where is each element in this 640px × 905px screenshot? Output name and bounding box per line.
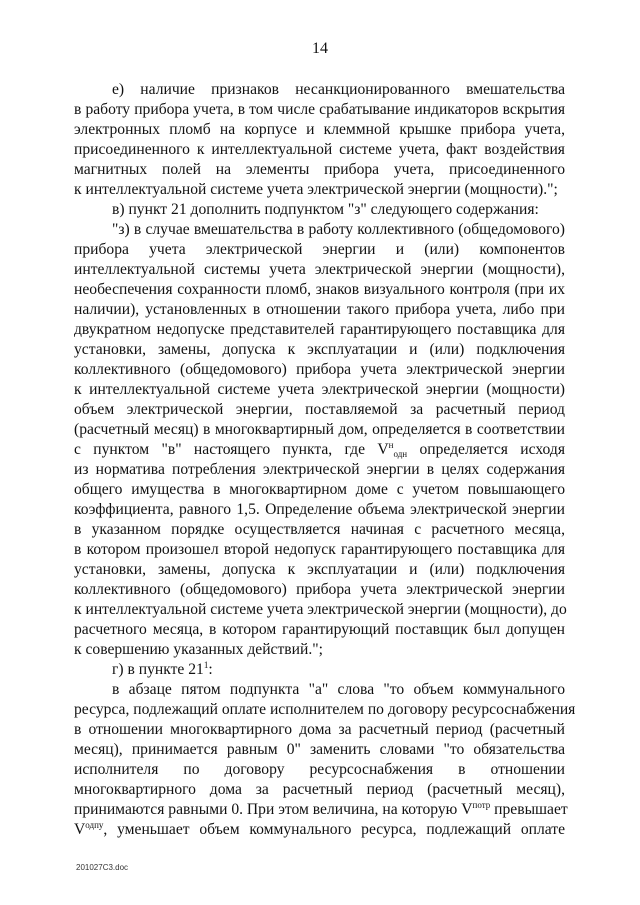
text-line: магнитных полей на элементы прибора учета, присоединенного: [74, 161, 565, 178]
text-line: коллективного (общедомового) прибора учета электрической энергии: [74, 361, 565, 378]
text-line: установки, замены, допуска к эксплуатации и (или) подключения: [74, 341, 565, 358]
text-line: в) пункт 21 дополнить подпунктом "з" следующего содержания:: [112, 201, 539, 218]
formula-line: с пунктом "в" настоящего пункта, где $V^н_{одн}$ определяется исходя: [74, 440, 566, 459]
text-line: к интеллектуальной системе учета электрической энергии (мощности), до: [74, 601, 567, 618]
text-line: установки, замены, допуска к эксплуатации и (или) подключения: [74, 561, 565, 578]
subpoint-g: г) в пункте $21^1$:: [112, 660, 213, 678]
text-line: ресурса, подлежащий оплате исполнителем по договору ресурсоснабжения: [74, 701, 576, 718]
text-line: двукратном недопуске представителей гарантирующего поставщика для: [74, 321, 565, 338]
text-line: из норматива потребления электрической энергии в целях содержания: [74, 461, 565, 478]
text-line: в работу прибора учета, в том числе срабатывание индикаторов вскрытия: [74, 101, 565, 118]
text-line: объем электрической энергии, поставляемой за расчетный период: [74, 401, 565, 418]
text-line: в указанном порядке осуществляется начиная с расчетного месяца,: [74, 521, 565, 538]
text-line: присоединенного к интеллектуальной системе учета, факт воздействия: [74, 141, 565, 158]
text-line: к совершению указанных действий.";: [74, 641, 323, 658]
text-line: коэффициента, равного 1,5. Определение объема электрической энергии: [74, 501, 565, 518]
page-number: 14: [312, 40, 328, 57]
text-line: расчетного месяца, в котором гарантирующий поставщик был допущен: [74, 621, 565, 638]
text-line: коллективного (общедомового) прибора учета электрической энергии: [74, 581, 565, 598]
text-line: к интеллектуальной системе учета электрической энергии (мощности).";: [74, 181, 558, 198]
text-line: е) наличие признаков несанкционированного вмешательства: [112, 81, 565, 98]
text-line: "з) в случае вмешательства в работу коллективного (общедомового): [112, 221, 565, 238]
text-line: к интеллектуальной системе учета электрической энергии (мощности): [74, 381, 565, 398]
text-line: в котором произошел второй недопуск гарантирующего поставщика для: [74, 541, 565, 558]
text-line: электронных пломб на корпусе и клеммной крышке прибора учета,: [74, 121, 565, 138]
text-line: необеспечения сохранности пломб, знаков визуального контроля (при их: [74, 281, 565, 298]
text-line: (расчетный месяц) в многоквартирный дом, определяется в соответствии: [74, 421, 565, 438]
text-line: прибора учета электрической энергии и (или) компонентов: [74, 241, 565, 258]
text-line-v-potr: принимаются равными 0. При этом величина, на которую $V^{потр}$ превышает: [74, 800, 568, 818]
text-line: многоквартирного дома за расчетный период (расчетный месяц),: [74, 781, 565, 798]
text-line-v-odpu: $V^{одпу}$, уменьшает объем коммунального ресурса, подлежащий оплате: [74, 820, 565, 838]
text-line: общего имущества в многоквартирном доме с учетом повышающего: [74, 481, 565, 498]
text-line: в отношении многоквартирного дома за расчетный период (расчетный: [74, 721, 565, 738]
text-line: интеллектуальной системы учета электрической энергии (мощности),: [74, 261, 565, 278]
text-line: в абзаце пятом подпункта "а" слова "то объем коммунального: [112, 681, 565, 698]
text-line: исполнителя по договору ресурсоснабжения в отношении: [74, 761, 565, 778]
text-line: месяц), принимается равным 0" заменить словами "то обязательства: [74, 741, 565, 758]
document-filename: 201027C3.doc: [76, 863, 129, 872]
text-line: наличии), установленных в отношении такого прибора учета, либо при: [74, 301, 565, 318]
